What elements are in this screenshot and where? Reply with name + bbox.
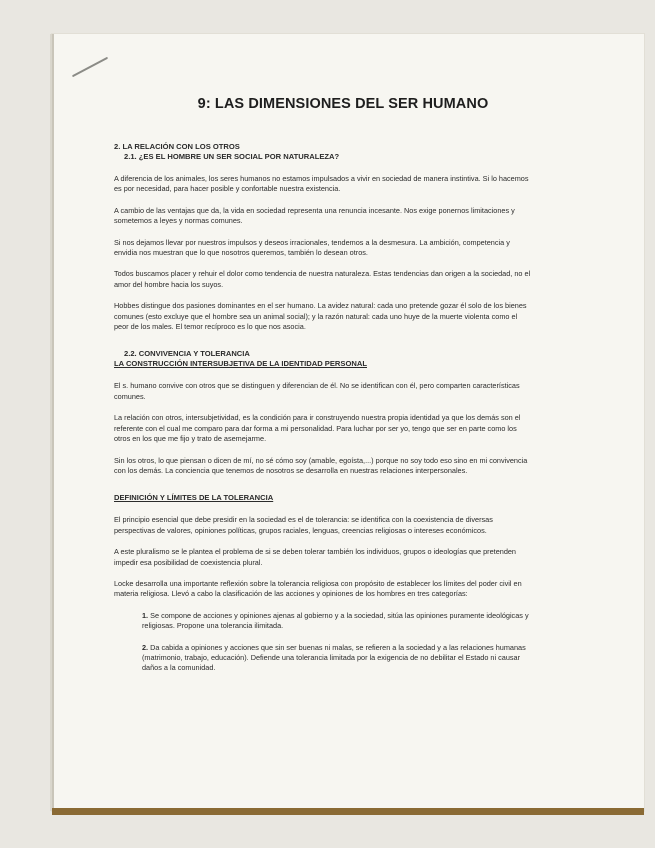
- page-edge: [52, 34, 54, 811]
- list-item: [142, 611, 532, 632]
- subsection-heading: 2.2. CONVIVENCIA Y TOLERANCIA: [124, 349, 250, 359]
- paragraph: Sin los otros, lo que piensan o dicen de mí, no sé cómo soy (amable, egoísta,...) porque no soy todo eso sino en mi convivencia con los demás. La conciencia que tenemos de nosotros se desarrolla en nuestras relaciones interpersonales.: [114, 455, 528, 475]
- paragraph: Si nos dejamos llevar por nuestros impulsos y deseos irracionales, tendemos a la desmesura. La ambición, competencia y envidia nos muestran que lo que nosotros queremos, también lo desean otros.: [114, 237, 510, 258]
- paragraph: Todos buscamos placer y rehuir el dolor como tendencia de nuestra naturaleza. Estas tendencias dan origen a la sociedad, no el amor del hombre hacia los suyos.: [114, 269, 531, 289]
- list-item-text: Se compone de acciones y opiniones ajenas al gobierno y a la sociedad, sitúa las opiniones puramente ideológicas y religiosas. Propone una tolerancia ilimitada.: [142, 610, 529, 631]
- paragraph: Locke desarrolla una importante reflexión sobre la tolerancia religiosa con propósito de establecer los límites del poder civil en materia religiosa. Llevó a cabo la clasificación de las acciones y opiniones de los hombres en tres categorías:: [114, 578, 522, 599]
- paragraph: A este pluralismo se le plantea el problema de si se deben tolerar también los individuos, grupos o ideologías que pretenden impedir esa posibilidad de coexistencia plural.: [114, 547, 516, 567]
- section-heading: 2. LA RELACIÓN CON LOS OTROS: [114, 142, 240, 151]
- page-title: 9: LAS DIMENSIONES DEL SER HUMANO: [197, 96, 489, 112]
- paragraph: El s. humano convive con otros que se distinguen y diferencian de él. No se identifican con él, pero comparten características comunes.: [114, 381, 520, 401]
- paragraph: Hobbes distingue dos pasiones dominantes en el ser humano. La avidez natural: cada uno pretende gozar él solo de los bienes comunes (esto excluye que el hombre sea un animal social); y la razón natural: cada uno huye de la muerte violenta como el peor de los males. El temor recíproco es lo que nos asocia.: [114, 301, 527, 332]
- paragraph: A cambio de las ventajas que da, la vida en sociedad representa una renuncia incesante. Nos exige ponernos limitaciones y sometemos a leyes y normas comunes.: [114, 205, 515, 226]
- paragraph: El principio esencial que debe presidir en la sociedad es el de tolerancia: se identifica con la coexistencia de diversas perspectivas de valores, opiniones políticas, grupos raciales, lenguas, creencias religiosas o intereses económicos.: [114, 515, 493, 535]
- section-heading-underlined: DEFINICIÓN Y LÍMITES DE LA TOLERANCIA: [114, 493, 274, 503]
- list-item: [142, 643, 532, 674]
- list-item-number: 1.: [142, 610, 149, 620]
- list-item-number: 2.: [142, 642, 149, 652]
- page-content: [114, 96, 532, 685]
- paragraph: La relación con otros, intersubjetividad, es la condición para ir construyendo nuestra propia identidad ya que los demás son el referente con el cual me comparo para dar forma a mi personalidad. Para luchar por ser yo, tengo que ser en parte como los otros en los que me fijo y trato de asemejarme.: [114, 413, 521, 444]
- subsection-heading-underlined: LA CONSTRUCCIÓN INTERSUBJETIVA DE LA IDENTIDAD PERSONAL: [114, 359, 367, 369]
- list-item-text: Da cabida a opiniones y acciones que sin ser buenas ni malas, se refieren a la sociedad y a las relaciones humanas (matrimonio, trabajo, educación). Defiende una tolerancia limitada por la exigencia de no debilitar el Estado ni causar daños a la comunidad.: [142, 642, 526, 673]
- paragraph: A diferencia de los animales, los seres humanos no estamos impulsados a vivir en sociedad de manera instintiva. Si lo hacemos es por necesidad, para hacer posible y confortable nuestra existencia.: [114, 174, 529, 194]
- subsection-heading: 2.1. ¿ES EL HOMBRE UN SER SOCIAL POR NATURALEZA?: [124, 152, 340, 161]
- bottom-band: [52, 808, 644, 815]
